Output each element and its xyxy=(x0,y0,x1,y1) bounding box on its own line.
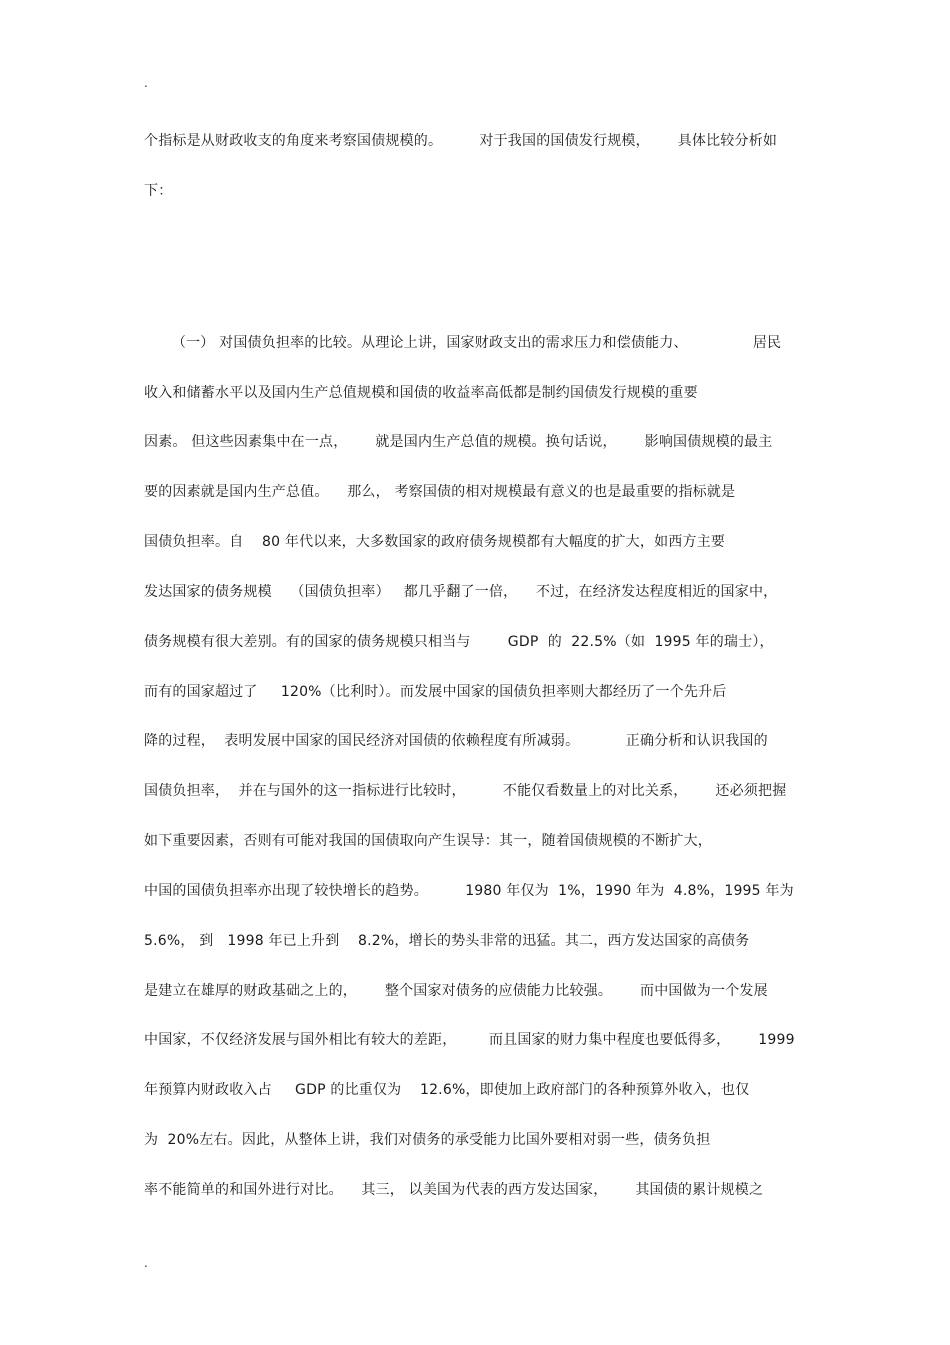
text-line-12: 国债负担率， 并在与国外的这一指标进行比较时， 不能仅看数量上的对比关系， 还必须把握 xyxy=(144,783,787,799)
text-line-11: 降的过程， 表明发展中国家的国民经济对国债的依赖程度有所减弱。 正确分析和认识我国的 xyxy=(144,733,768,749)
text-line-15: 5.6%， 到 1998 年已上升到 8.2%，增长的势头非常的迅猛。其二，西方发达国家的高债务 xyxy=(144,933,750,949)
text-line-19: 为 20%左右。因此，从整体上讲，我们对债务的承受能力比国外要相对弱一些，债务负担 xyxy=(144,1132,711,1148)
text-line-14: 中国的国债负担率亦出现了较快增长的趋势。 1980 年仅为 1%，1990 年为 4.8%，1995 年为 xyxy=(144,883,794,899)
text-line-2: 下： xyxy=(144,183,173,199)
text-line-16: 是建立在雄厚的财政基础之上的， 整个国家对债务的应债能力比较强。 而中国做为一个发展 xyxy=(144,983,768,999)
text-line-10: 而有的国家超过了 120%（比利时）。而发展中国家的国债负担率则大都经历了一个先升后 xyxy=(144,684,727,700)
text-line-6: 要的因素就是国内生产总值。 那么， 考察国债的相对规模最有意义的也是最重要的指标就是 xyxy=(144,484,736,500)
text-line-9: 债务规模有很大差别。有的国家的债务规模只相当与 GDP 的 22.5%（如 1995 年的瑞士）， xyxy=(144,634,774,650)
text-line-7: 国债负担率。自 80 年代以来，大多数国家的政府债务规模都有大幅度的扩大，如西方主要 xyxy=(144,534,726,550)
text-line-3: （一） 对国债负担率的比较。从理论上讲，国家财政支出的需求压力和偿债能力、 居民 xyxy=(144,335,782,351)
text-line-1: 个指标是从财政收支的角度来考察国债规模的。 对于我国的国债发行规模， 具体比较分析如 xyxy=(144,133,778,149)
header-mark: . xyxy=(144,76,148,90)
text-line-4: 收入和储蓄水平以及国内生产总值规模和国债的收益率高低都是制约国债发行规模的重要 xyxy=(144,385,698,401)
text-line-8: 发达国家的债务规模 （国债负担率） 都几乎翻了一倍， 不过，在经济发达程度相近的国家中， xyxy=(144,584,778,600)
text-line-5: 因素。 但这些因素集中在一点， 就是国内生产总值的规模。换句话说， 影响国债规模的最主 xyxy=(144,434,773,450)
text-line-13: 如下重要因素，否则有可能对我国的国债取向产生误导：其一，随着国债规模的不断扩大， xyxy=(144,833,712,849)
text-line-20: 率不能简单的和国外进行对比。 其三， 以美国为代表的西方发达国家， 其国债的累计规模之 xyxy=(144,1182,764,1198)
text-line-18: 年预算内财政收入占 GDP 的比重仅为 12.6%，即使加上政府部门的各种预算外收入，也仅 xyxy=(144,1082,750,1098)
text-line-17: 中国家，不仅经济发展与国外相比有较大的差距， 而且国家的财力集中程度也要低得多， 1999 xyxy=(144,1032,795,1048)
footer-mark: . xyxy=(144,1256,148,1270)
